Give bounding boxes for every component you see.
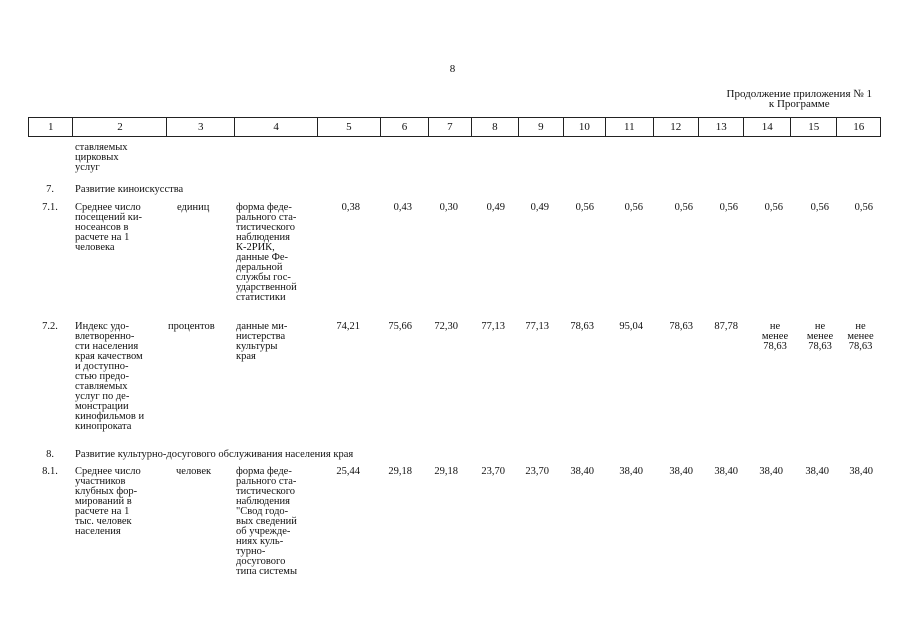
value-cell: 0,49 <box>530 202 549 213</box>
col-header: 13 <box>699 118 744 137</box>
value-cell: 23,70 <box>525 466 549 477</box>
value-cell: 38,40 <box>570 466 594 477</box>
appendix-caption <box>727 89 872 109</box>
section-title: Развитие культурно-досугового обслуживания населения края <box>75 449 354 460</box>
value-cell: 25,44 <box>336 466 360 477</box>
value-cell: 0,56 <box>719 202 738 213</box>
row-number: 8.1. <box>42 466 58 477</box>
data-source: форма феде- рального ста- тистического наблюдения "Свод годо- вых сведений об учрежде- ниях куль- турно- досугового типа системы <box>236 466 298 577</box>
value-cell: 0,56 <box>674 202 693 213</box>
value-cell: 0,49 <box>486 202 505 213</box>
col-header: 4 <box>235 118 318 137</box>
value-cell: 0,30 <box>439 202 458 213</box>
value-cell: 0,56 <box>854 202 873 213</box>
col-header: 5 <box>318 118 381 137</box>
col-header: 7 <box>429 118 471 137</box>
appendix-line-1: Продолжение приложения № 1 <box>726 88 872 100</box>
value-cell: 0,56 <box>810 202 829 213</box>
continued-text: ставляемых цирковых услуг <box>75 142 128 173</box>
section-number: 8. <box>46 449 54 460</box>
col-header: 8 <box>471 118 519 137</box>
value-cell: не менее 78,63 <box>806 321 834 352</box>
col-header: 9 <box>519 118 563 137</box>
col-header: 15 <box>790 118 836 137</box>
col-header: 11 <box>606 118 654 137</box>
value-cell: 0,56 <box>575 202 594 213</box>
col-header: 3 <box>167 118 235 137</box>
col-header: 6 <box>380 118 429 137</box>
row-number: 7.2. <box>42 321 58 332</box>
page-number: 8 <box>449 63 456 75</box>
value-cell: 0,56 <box>624 202 643 213</box>
value-cell: 87,78 <box>714 321 738 332</box>
value-cell: 29,18 <box>388 466 412 477</box>
value-cell: 75,66 <box>388 321 412 332</box>
value-cell: 0,56 <box>764 202 783 213</box>
indicator-name: Среднее число посещений ки- носеансов в расчете на 1 человека <box>75 202 143 253</box>
unit: единиц <box>177 202 210 213</box>
col-header: 10 <box>563 118 605 137</box>
value-cell: 0,38 <box>341 202 360 213</box>
value-cell: 74,21 <box>336 321 360 332</box>
value-cell: 29,18 <box>434 466 458 477</box>
value-cell: 38,40 <box>714 466 738 477</box>
value-cell: 95,04 <box>619 321 643 332</box>
value-cell: 78,63 <box>669 321 693 332</box>
value-cell: не менее 78,63 <box>761 321 789 352</box>
value-cell: 38,40 <box>849 466 873 477</box>
value-cell: 77,13 <box>481 321 505 332</box>
indicator-name: Индекс удо- влетворенно- сти населения края качеством и доступно- стью предо- ставляемых услуг по де- монстрации кинофильмов и кинопроката <box>75 321 145 432</box>
value-cell: 38,40 <box>669 466 693 477</box>
data-source: форма феде- рального ста- тистического наблюдения К-2РИК, данные Фе- деральной службы гос- ударственной статистики <box>236 202 297 303</box>
value-cell: 23,70 <box>481 466 505 477</box>
indicator-name: Среднее число участников клубных фор- мирований в расчете на 1 тыс. человек населения <box>75 466 141 537</box>
col-header: 1 <box>29 118 73 137</box>
value-cell: 78,63 <box>570 321 594 332</box>
section-title: Развитие киноискусства <box>75 184 184 195</box>
col-header: 14 <box>744 118 790 137</box>
appendix-line-2: к Программе <box>768 98 830 110</box>
value-cell: 77,13 <box>525 321 549 332</box>
col-header: 16 <box>837 118 881 137</box>
value-cell: 0,43 <box>393 202 412 213</box>
value-cell: 38,40 <box>759 466 783 477</box>
section-number: 7. <box>46 184 54 195</box>
value-cell: 72,30 <box>434 321 458 332</box>
unit: человек <box>176 466 212 477</box>
value-cell: не менее 78,63 <box>847 321 874 352</box>
row-number: 7.1. <box>42 202 58 213</box>
col-header: 2 <box>73 118 167 137</box>
col-header: 12 <box>653 118 698 137</box>
value-cell: 38,40 <box>805 466 829 477</box>
data-source: данные ми- нистерства культуры края <box>236 321 288 362</box>
unit: процентов <box>168 321 215 332</box>
value-cell: 38,40 <box>619 466 643 477</box>
column-header-row <box>28 117 881 137</box>
